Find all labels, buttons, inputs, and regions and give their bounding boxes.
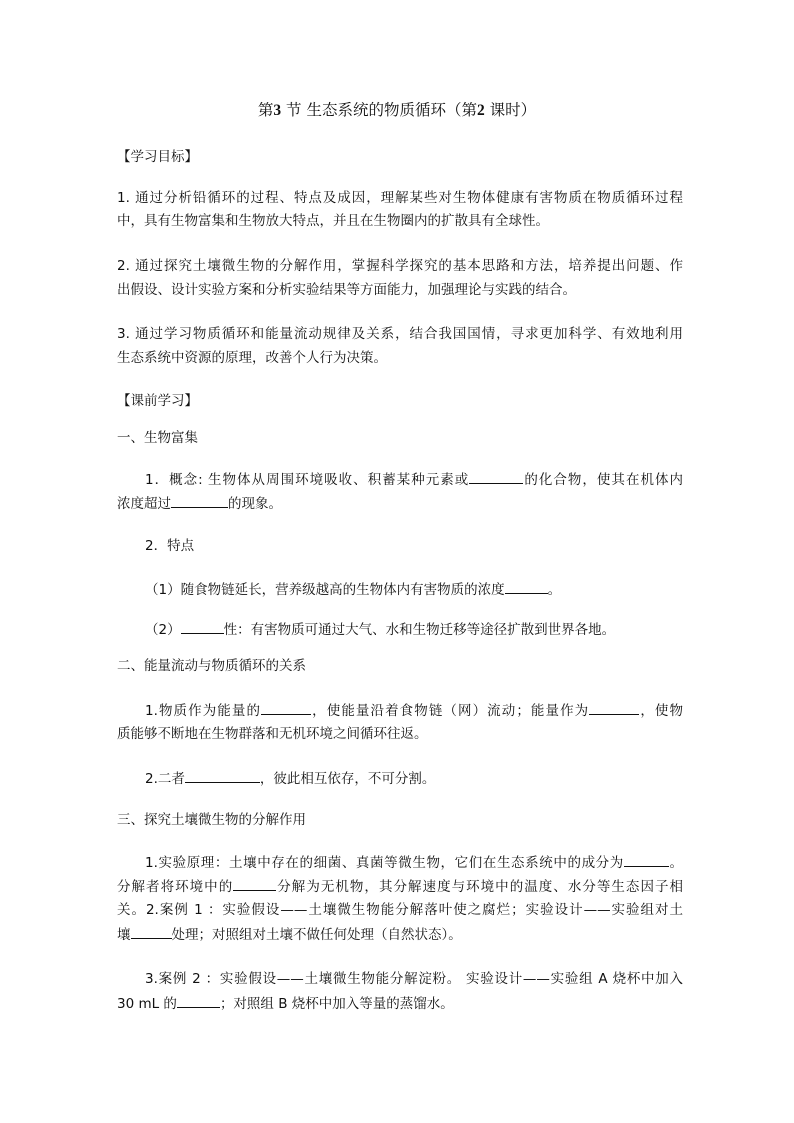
title-text: 课时） <box>489 101 537 119</box>
experiment-principle <box>117 853 683 872</box>
fill-blank[interactable] <box>261 701 311 715</box>
section-3-heading: 三、探究土壤微生物的分解作用 <box>117 812 306 828</box>
goal-3: 3. 通过学习物质循环和能量流动规律及关系，结合我国国情，寻求更加科学、有效地利用 <box>117 326 683 342</box>
goal-3-cont: 生态系统中资源的原理，改善个人行为决策。 <box>117 350 387 366</box>
text: 1．概念: 生物体从周围环境吸收、积蓄某种元素或 <box>145 472 470 488</box>
goal-1-cont: 中，具有生物富集和生物放大特点，并且在生物圈内的扩散具有全球性。 <box>117 213 549 229</box>
text: 。 <box>547 582 562 598</box>
feature-2 <box>145 620 711 639</box>
text: 的现象。 <box>228 496 282 512</box>
text: 。 <box>668 855 683 871</box>
relation-1 <box>117 701 683 720</box>
fill-blank[interactable] <box>589 701 639 715</box>
text: 分解者将环境中的 <box>117 879 234 895</box>
section-1-heading: 一、生物富集 <box>117 430 198 446</box>
text: 性：有害物质可通过大气、水和生物迁移等途径扩散到世界各地。 <box>223 622 616 638</box>
fill-blank[interactable] <box>181 620 224 634</box>
text: （1）随食物链延长，营养级越高的生物体内有害物质的浓度 <box>145 582 505 598</box>
section-2-heading: 二、能量流动与物质循环的关系 <box>117 658 306 674</box>
text: 2.二者 <box>145 771 185 787</box>
case-2: 3.案例 2 ：实验假设——土壤微生物能分解淀粉。 实验设计——实验组 A 烧杯中加入 <box>145 971 683 987</box>
case-1-cont <box>117 925 683 944</box>
title-text: 第 <box>257 101 274 119</box>
text: 浓度超过 <box>117 496 171 512</box>
goal-2-cont: 出假设、设计实验方案和分析实验结果等方面能力，加强理论与实践的结合。 <box>117 282 576 298</box>
text: 1.物质作为能量的 <box>145 703 262 719</box>
case-1: 关。2.案例 1 ：实验假设——土壤微生物能分解落叶使之腐烂；实验设计——实验组对土 <box>117 902 683 918</box>
concept-line <box>117 470 683 489</box>
features-heading: 2．特点 <box>145 538 195 554</box>
text: （2） <box>145 622 181 638</box>
pre-study-heading: 【课前学习】 <box>117 393 198 409</box>
text: ，使能量沿着食物链（网）流动；能量作为 <box>311 703 590 719</box>
feature-1 <box>145 580 711 599</box>
fill-blank[interactable] <box>233 877 276 891</box>
title-text: 节 生态系统的物质循环（第 <box>286 101 477 119</box>
text: 1.实验原理：土壤中存在的细菌、真菌等微生物，它们在生态系统中的成分为 <box>145 855 624 871</box>
concept-line-cont <box>117 494 683 513</box>
page-title <box>0 101 794 120</box>
experiment-principle-cont <box>117 877 683 896</box>
text: ，使物 <box>639 703 684 719</box>
goal-2: 2. 通过探究土壤微生物的分解作用，掌握科学探究的基本思路和方法，培养提出问题、作 <box>117 258 683 274</box>
fill-blank[interactable] <box>505 580 548 594</box>
relation-1-cont: 质能够不断地在生物群落和无机环境之间循环往返。 <box>117 726 428 742</box>
text: 处理；对照组对土壤不做任何处理（自然状态）。 <box>171 927 462 943</box>
fill-blank[interactable] <box>469 470 523 484</box>
relation-2 <box>117 769 683 788</box>
text: 壤 <box>117 927 131 943</box>
goal-1: 1. 通过分析铅循环的过程、特点及成因，理解某些对生物体健康有害物质在物质循环过程 <box>117 190 683 206</box>
fill-blank[interactable] <box>177 994 220 1008</box>
title-number: 2 <box>476 102 485 119</box>
title-number: 3 <box>273 102 282 119</box>
fill-blank[interactable] <box>185 769 260 783</box>
case-2-cont <box>117 994 683 1013</box>
text: ，彼此相互依存，不可分割。 <box>259 771 436 787</box>
goals-heading: 【学习目标】 <box>117 149 198 165</box>
text: 分解为无机物，其分解速度与环境中的温度、水分等生态因子相 <box>276 879 684 895</box>
text: ；对照组 B 烧杯中加入等量的蒸馏水。 <box>219 996 454 1012</box>
text: 30 mL 的 <box>117 996 177 1012</box>
fill-blank[interactable] <box>624 853 669 867</box>
fill-blank[interactable] <box>131 925 172 939</box>
fill-blank[interactable] <box>171 494 228 508</box>
text: 的化合物，使其在机体内 <box>523 472 683 488</box>
